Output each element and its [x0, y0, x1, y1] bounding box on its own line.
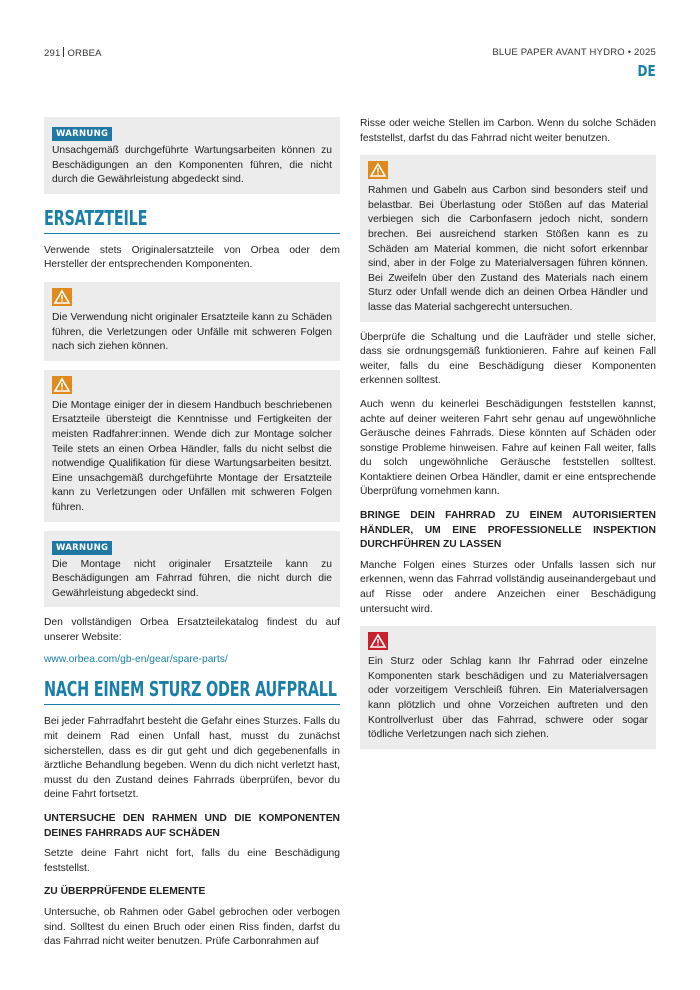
danger-text: Ein Sturz oder Schlag kann Ihr Fahrrad oder einzelne Komponenten stark beschädigen und zu Materialversagen oder vorzeitigem Verschleiß führen. Ein Materialversagen kann plötzlich und ohne Vorzeichen auftreten und den Kontrollverlust über das Fahrrad, schwere oder sogar tödliche Verletzungen nach sich ziehen.	[368, 656, 648, 741]
right-column	[360, 117, 656, 758]
warning-triangle-icon	[368, 161, 388, 179]
caution-box-assembly	[44, 370, 340, 522]
section-heading-spare-parts: ERSATZTEILE	[44, 206, 340, 234]
subheading: UNTERSUCHE DEN RAHMEN UND DIE KOMPONENTEN DEINES FAHRRADS AUF SCHÄDEN	[44, 813, 340, 839]
paragraph: Den vollständigen Orbea Ersatzteilekatalog findest du auf unserer Website:	[44, 617, 340, 643]
paragraph: Manche Folgen eines Sturzes oder Unfalls lassen sich nur erkennen, wenn das Fahrrad vollständig auseinandergebaut und auf Risse oder andere Anzeichen einer Beschädigung untersucht wird.	[360, 559, 656, 615]
danger-box-impact	[360, 626, 656, 749]
paragraph: Setzte deine Fahrt nicht fort, falls du eine Beschädigung feststellst.	[44, 848, 340, 874]
subheading: ZU ÜBERPRÜFENDE ELEMENTE	[44, 886, 206, 898]
warning-badge: WARNUNG	[52, 541, 112, 555]
document-title: BLUE PAPER AVANT HYDRO • 2025	[492, 47, 656, 58]
header-divider	[63, 47, 64, 57]
paragraph: Bei jeder Fahrradfahrt besteht die Gefahr eines Sturzes. Falls du mit deinem Rad einen Unfall hast, musst du zunächst sicherstellen, dass es dir gut geht und dich gegebenenfalls in ärztliche Behandlung begeben. Wenn du dich nicht verletzt hast, musst du den Zustand deines Fahrrads überprüfen, bevor du deine Fahrt fortsetzt.	[44, 716, 340, 801]
paragraph: Überprüfe die Schaltung und die Laufräder und stelle sicher, dass sie ordnungsgemäß funktionieren. Fahre auf keinen Fall weiter, falls du eine Beschädigung dieser Komponenten erkennen solltest.	[360, 331, 656, 387]
paragraph: Auch wenn du keinerlei Beschädigungen feststellen kannst, achte auf deiner weiteren Fahrt sehr genau auf ungewöhnliche Geräusche deines Fahrrads. Diese könnten auf Schäden oder sonstige Probleme hinweisen. Fahre auf keinen Fall weiter, falls du solch ungewöhnliche Geräusche feststellen solltest. Kontaktiere deinen Orbea Händler, damit er eine entsprechende Überprüfung vornehmen kann.	[360, 398, 656, 498]
warning-text: Die Montage nicht originaler Ersatzteile kann zu Beschädigungen am Fahrrad führen, die nicht durch die Gewährleistung abgedeckt sind.	[52, 558, 332, 599]
subheading: BRINGE DEIN FAHRRAD ZU EINEM AUTORISIERTEN HÄNDLER, UM EINE PROFESSIONELLE INSPEKTION DURCHFÜHREN ZU LASSEN	[360, 510, 656, 551]
section-heading-after-crash: NACH EINEM STURZ ODER AUFPRALL	[44, 677, 340, 705]
paragraph: Risse oder weiche Stellen im Carbon. Wenn du solche Schäden feststellst, darfst du das Fahrrad nicht weiter benutzen.	[360, 118, 656, 144]
warning-text: Unsachgemäß durchgeführte Wartungsarbeiten können zu Beschädigungen an den Komponenten führen, die nicht durch die Gewährleistung abgedeckt sind.	[52, 145, 332, 186]
spare-parts-link[interactable]: www.orbea.com/gb-en/gear/spare-parts/	[44, 654, 228, 666]
warning-box-maintenance	[44, 117, 340, 194]
caution-box-non-original	[44, 282, 340, 361]
caution-text: Die Verwendung nicht originaler Ersatzteile kann zu Schäden führen, die Verletzungen oder Unfälle mit schweren Folgen nach sich ziehen können.	[52, 311, 332, 353]
brand-name: ORBEA	[67, 48, 102, 59]
language-tag: DE	[637, 62, 656, 80]
danger-triangle-icon	[368, 632, 388, 650]
caution-box-carbon	[360, 155, 656, 321]
page-number: 291	[44, 48, 61, 59]
warning-triangle-icon	[52, 376, 72, 394]
caution-text: Rahmen und Gabeln aus Carbon sind besonders steif und belastbar. Bei Überlastung oder Stößen auf das Material verbiegen sich die Carbonfasern jedoch nicht, sondern brechen. Bei ausreichend starken Stößen kann es zu Schäden am Material kommen, die nicht sofort erkennbar sind, aber in der Folge zu Materialversagen führen können. Bei Zweifeln über den Zustand des Materials nach einem Sturz oder Unfall wende dich an deinen Orbea Händler und lasse das Material sachgerecht untersuchen.	[368, 185, 648, 313]
caution-text: Die Montage einiger der in diesem Handbuch beschriebenen Ersatzteile übersteigt die Kenntnisse und Fertigkeiten der meisten Radfahrer:innen. Wende dich zur Montage solcher Teile stets an einen Orbea Händler, falls du nicht selbst die notwendige Qualifikation für diese Wartungsarbeiten besitzt. Eine unsachgemäß durchgeführte Montage der Ersatzteile kann zu Verletzungen oder Unfällen mit schweren Folgen führen.	[52, 399, 332, 513]
warning-triangle-icon	[52, 288, 72, 306]
paragraph: Untersuche, ob Rahmen oder Gabel gebrochen oder verbogen sind. Solltest du einen Bruch oder einen Riss finden, darfst du das Fahrrad nicht weiter benutzen. Prüfe Carbonrahmen auf	[44, 907, 340, 948]
left-column	[44, 117, 340, 959]
warning-box-warranty	[44, 531, 340, 608]
paragraph: Verwende stets Originalersatzteile von Orbea oder dem Hersteller der entsprechenden Komponenten.	[44, 244, 340, 271]
page-header-left	[44, 47, 102, 59]
warning-badge: WARNUNG	[52, 127, 112, 141]
